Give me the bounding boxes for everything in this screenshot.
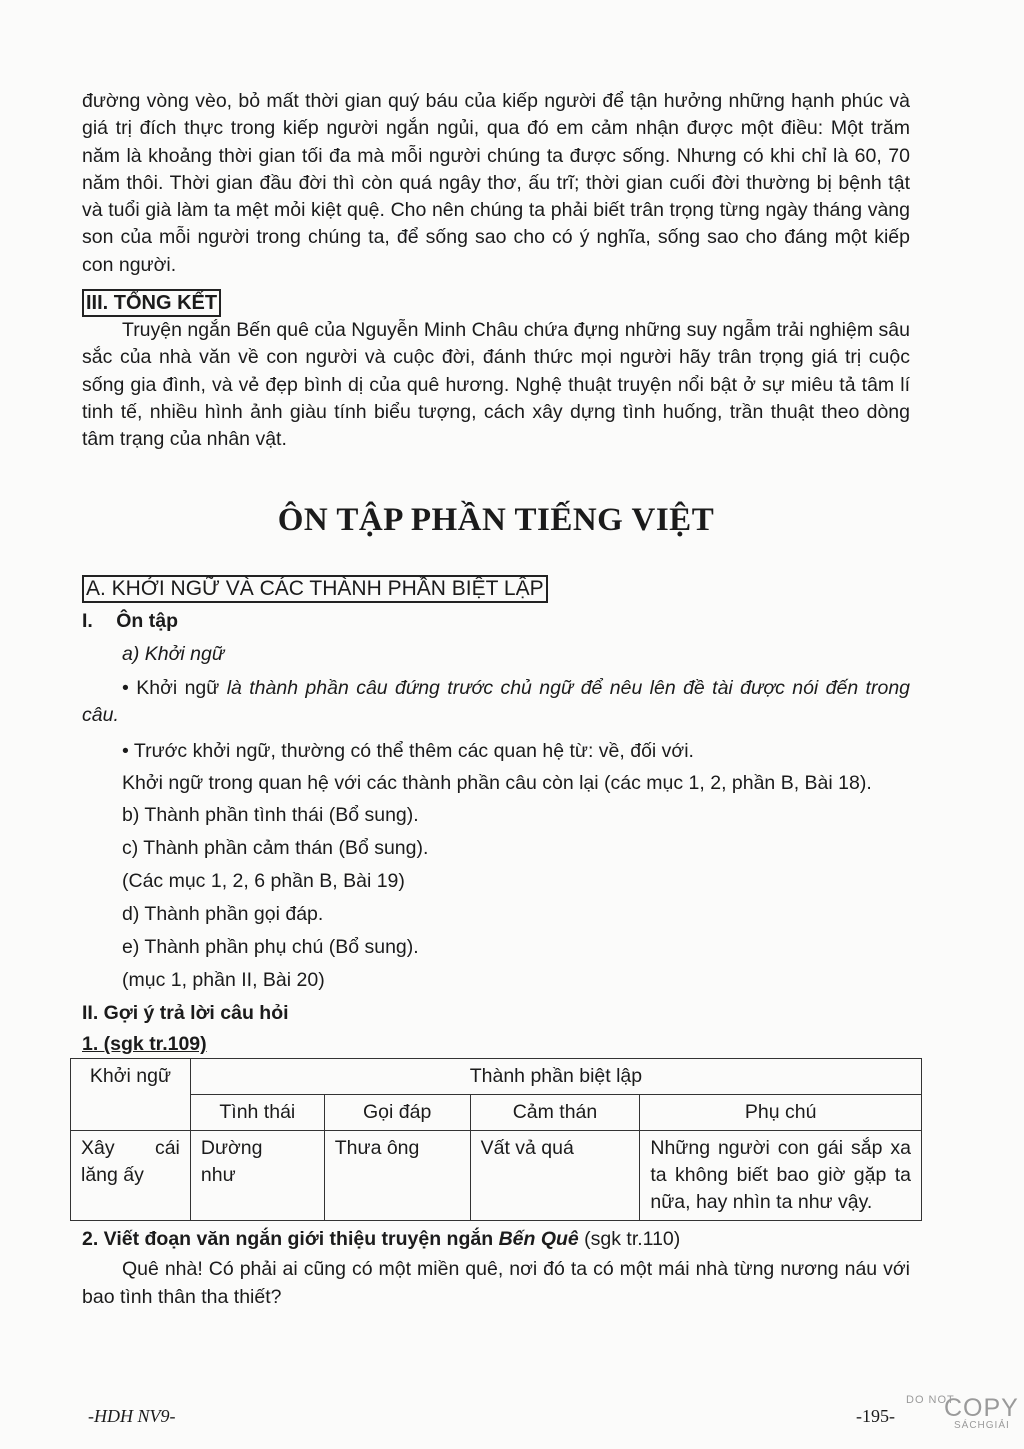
cell-khoi-ngu bbox=[71, 1131, 191, 1221]
reference-1: (Các mục 1, 2, 6 phần B, Bài 19) bbox=[122, 870, 405, 893]
cell-tinh-thai-line-2: như bbox=[200, 1164, 236, 1187]
stamp-brand: SÁCHGIẢI bbox=[954, 1420, 1010, 1431]
header-phu-chu: Phụ chú bbox=[640, 1095, 922, 1131]
cell-tinh-thai-line-1: Dường bbox=[200, 1137, 263, 1160]
answers-heading: II. Gợi ý trả lời câu hỏi bbox=[82, 1002, 289, 1025]
summary-section bbox=[82, 289, 910, 453]
relation-paragraph: Khởi ngữ trong quan hệ với các thành phần câu còn lại (các mục 1, 2, phần B, Bài 18). bbox=[122, 772, 872, 795]
item-e: e) Thành phần phụ chú (Bổ sung). bbox=[122, 936, 419, 959]
stamp-copy: COPY bbox=[944, 1394, 1019, 1422]
bullet-2-text: Trước khởi ngữ, thường có thể thêm các quan hệ từ: về, đối với. bbox=[133, 740, 694, 763]
question-2-text: Quê nhà! Có phải ai cũng có một miền quê, nơi đó ta có một mái nhà từng nương náu với bao tình thân tha thiết? bbox=[82, 1258, 910, 1308]
bullet-1: • Khởi ngữ là thành phần câu đứng trước chủ ngữ để nêu lên đề tài được nói đến trong câu. bbox=[82, 676, 911, 726]
table-row bbox=[71, 1131, 922, 1221]
header-thanh-phan-biet-lap: Thành phần biệt lập bbox=[190, 1059, 921, 1095]
question-2-heading-prefix: 2. Viết đoạn văn ngắn giới thiệu truyện ngắn bbox=[82, 1228, 494, 1251]
summary-text: Truyện ngắn Bến quê của Nguyễn Minh Châu chứa đựng những suy ngẫm trải nghiệm sâu sắc của nhà văn về con người và cuộc đời, đánh thức mọi người hãy trân trọng giá trị cuộc sống gia đình, và vẻ đẹp bình dị của quê hương. Nghệ thuật truyện nổi bật ở sự miêu tả tâm lí tinh tế, nhiều hình ảnh giàu tính biểu tượng, cách xây dựng tình huống, trần thuật theo dòng tâm trạng của nhân vật. bbox=[82, 319, 910, 451]
review-heading bbox=[82, 605, 910, 638]
review-heading-number: I. bbox=[82, 609, 93, 632]
cell-phu-chu: Những người con gái sắp xa ta không biết bao giờ gặp ta nữa, hay nhìn ta như vậy. bbox=[640, 1131, 922, 1221]
cell-goi-dap: Thưa ông bbox=[324, 1131, 470, 1221]
bullet-1-term: Khởi ngữ bbox=[136, 676, 220, 699]
item-a: a) Khởi ngữ bbox=[122, 642, 225, 665]
item-d: d) Thành phần gọi đáp. bbox=[122, 903, 324, 926]
components-table bbox=[70, 1058, 922, 1221]
header-tinh-thai: Tình thái bbox=[190, 1095, 324, 1131]
header-goi-dap: Gọi đáp bbox=[324, 1095, 470, 1131]
section-a-heading: A. KHỞI NGỮ VÀ CÁC THÀNH PHẦN BIỆT LẬP bbox=[82, 575, 548, 603]
bullet-2: • Trước khởi ngữ, thường có thể thêm các quan hệ từ: về, đối với. bbox=[122, 740, 694, 763]
table-header-row bbox=[71, 1059, 922, 1095]
cell-cam-than: Vất vả quá bbox=[470, 1131, 640, 1221]
question-1-heading bbox=[82, 1030, 910, 1058]
footer-book-code: -HDH NV9- bbox=[88, 1406, 176, 1426]
page-content bbox=[82, 88, 910, 1311]
header-cam-than: Cảm thán bbox=[470, 1095, 640, 1131]
stamp-do-not: DO NOT bbox=[906, 1394, 955, 1406]
section-a bbox=[82, 575, 910, 1311]
bullet-1-definition: là thành phần câu đứng trước chủ ngữ để nêu lên đề tài được nói đến trong câu. bbox=[82, 676, 911, 726]
question-2-heading-title: Bến Quê bbox=[498, 1228, 579, 1251]
question-2-heading bbox=[82, 1223, 910, 1256]
table-subheader-row bbox=[71, 1095, 922, 1131]
item-c: c) Thành phần cảm thán (Bổ sung). bbox=[122, 837, 429, 860]
footer-page-number: -195- bbox=[856, 1406, 895, 1426]
cell-khoi-ngu-line-1: Xây cái bbox=[81, 1137, 180, 1160]
cell-khoi-ngu-line-2: lăng ấy bbox=[81, 1164, 144, 1187]
item-b: b) Thành phần tình thái (Bổ sung). bbox=[122, 804, 419, 827]
review-heading-text: Ôn tập bbox=[116, 609, 179, 632]
question-2-heading-suffix: (sgk tr.110) bbox=[584, 1228, 681, 1251]
cell-tinh-thai bbox=[190, 1131, 324, 1221]
do-not-copy-stamp bbox=[906, 1394, 1019, 1436]
header-khoi-ngu: Khởi ngữ bbox=[71, 1059, 191, 1131]
lesson-title: ÔN TẬP PHẦN TIẾNG VIỆT bbox=[277, 501, 715, 538]
intro-paragraph: đường vòng vèo, bỏ mất thời gian quý báu của kiếp người để tận hưởng những hạnh phúc và giá trị đích thực trong kiếp người ngắn ngủi, qua đó em cảm nhận được một điều: Một trăm năm là khoảng thời gian tối đa mà mỗi người chúng ta được sống. Nhưng có khi chỉ là 60, 70 năm thôi. Thời gian đầu đời thì còn quá ngây thơ, ấu trĩ; thời gian cuối đời thường bị bệnh tật và tuổi già làm ta mệt mỏi kiệt quệ. Cho nên chúng ta phải biết trân trọng từng ngày tháng vàng son của mỗi người trong chúng ta, để sống sao cho có ý nghĩa, sống sao cho đáng một kiếp con người. bbox=[82, 90, 910, 276]
summary-heading: III. TỔNG KẾT bbox=[82, 289, 221, 317]
reference-2: (mục 1, phần II, Bài 20) bbox=[122, 969, 325, 992]
question-1-heading-text: 1. (sgk tr.109) bbox=[82, 1033, 207, 1056]
